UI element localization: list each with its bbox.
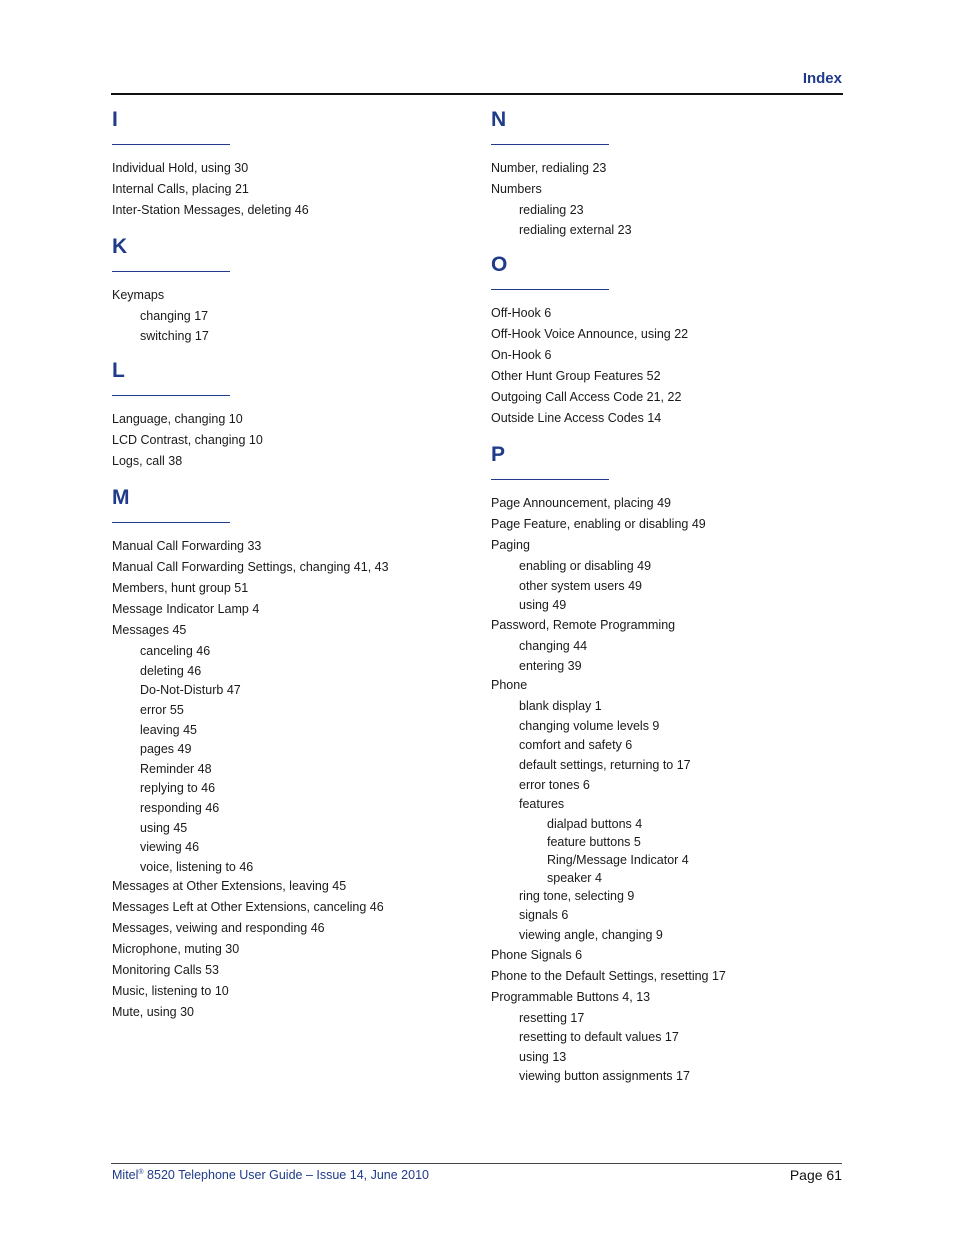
- index-entry: Number, redialing 23: [491, 161, 607, 175]
- index-entry: Messages, veiwing and responding 46: [112, 921, 325, 936]
- index-subentry: redialing 23: [519, 203, 584, 217]
- index-subentry: canceling 46: [140, 644, 211, 659]
- index-entry: Microphone, muting 30: [112, 942, 240, 957]
- index-entry: Internal Calls, placing 21: [112, 182, 249, 196]
- index-subentry: blank display 1: [519, 699, 602, 714]
- index-subentry: leaving 45: [140, 722, 197, 737]
- registered-mark: ®: [138, 1169, 144, 1176]
- index-entry: On-Hook 6: [491, 348, 552, 363]
- index-subentry: viewing button assignments 17: [519, 1069, 690, 1084]
- index-subentry: ring tone, selecting 9: [519, 888, 635, 903]
- index-entry: Off-Hook 6: [491, 306, 552, 321]
- index-subentry: pages 49: [140, 742, 192, 757]
- index-entry: Messages at Other Extensions, leaving 45: [112, 879, 347, 894]
- index-subentry: viewing angle, changing 9: [519, 927, 663, 942]
- index-subentry: comfort and safety 6: [519, 738, 633, 753]
- index-entry: Page Feature, enabling or disabling 49: [491, 517, 706, 532]
- index-entry: Logs, call 38: [112, 454, 183, 469]
- section-divider: [112, 144, 230, 145]
- section-divider: [491, 479, 609, 480]
- index-entry: Off-Hook Voice Announce, using 22: [491, 327, 689, 342]
- index-entry: Monitoring Calls 53: [112, 963, 219, 978]
- index-entry: Phone Signals 6: [491, 947, 583, 962]
- footer-doc-info: 8520 Telephone User Guide – Issue 14, June 2010: [143, 1168, 429, 1182]
- index-subentry: error tones 6: [519, 777, 590, 792]
- index-entry: Messages Left at Other Extensions, canceling 46: [112, 900, 384, 915]
- index-entry: Members, hunt group 51: [112, 581, 249, 596]
- index-subentry: Reminder 48: [140, 761, 212, 776]
- index-subentry: resetting 17: [519, 1010, 585, 1025]
- index-subentry: other system users 49: [519, 578, 642, 593]
- header-divider: [111, 93, 843, 95]
- page-header-title: Index: [802, 70, 842, 87]
- index-subentry: deleting 46: [140, 663, 202, 678]
- index-entry: Numbers: [491, 182, 542, 196]
- page-number: Page 61: [789, 1167, 842, 1183]
- index-entry: Message Indicator Lamp 4: [112, 602, 260, 617]
- index-subentry: enabling or disabling 49: [519, 559, 652, 574]
- index-entry: Page Announcement, placing 49: [491, 496, 671, 511]
- section-divider: [112, 522, 230, 523]
- index-section: [491, 443, 831, 1088]
- section-letter: K: [112, 235, 128, 258]
- index-section: [112, 108, 452, 223]
- index-subentry: changing 44: [519, 638, 588, 653]
- section-letter: M: [112, 486, 130, 510]
- index-subentry: replying to 46: [140, 781, 216, 796]
- index-entry: Outside Line Access Codes 14: [491, 411, 662, 426]
- index-subentry: using 13: [519, 1049, 567, 1064]
- index-entry: Inter-Station Messages, deleting 46: [112, 203, 309, 217]
- index-section: [112, 359, 452, 474]
- section-letter: P: [491, 443, 506, 467]
- index-subentry: using 45: [140, 820, 188, 835]
- index-entry: Individual Hold, using 30: [112, 161, 249, 175]
- section-divider: [112, 395, 230, 396]
- index-subentry: feature buttons 5: [547, 834, 641, 849]
- index-subentry: signals 6: [519, 908, 569, 923]
- index-entry: Programmable Buttons 4, 13: [491, 989, 651, 1004]
- section-letter: N: [491, 108, 507, 131]
- index-subentry: dialpad buttons 4: [547, 816, 643, 831]
- index-subentry: entering 39: [519, 658, 582, 673]
- footer-divider: [111, 1163, 842, 1164]
- footer-document-title: [112, 1168, 429, 1182]
- index-entry: Music, listening to 10: [112, 984, 229, 999]
- index-column-left: [112, 106, 452, 1037]
- index-entry: Manual Call Forwarding 33: [112, 539, 262, 554]
- section-divider: [491, 144, 609, 145]
- section-letter: I: [112, 108, 118, 131]
- index-subentry: redialing external 23: [519, 222, 632, 237]
- section-divider: [112, 271, 230, 272]
- footer-brand: Mitel: [112, 1168, 139, 1182]
- index-entry: Outgoing Call Access Code 21, 22: [491, 390, 682, 405]
- index-subentry: resetting to default values 17: [519, 1030, 679, 1045]
- index-subentry: Do-Not-Disturb 47: [140, 683, 241, 698]
- index-column-right: [491, 106, 831, 1100]
- index-entry: Mute, using 30: [112, 1005, 194, 1020]
- index-subentry: features: [519, 797, 565, 812]
- index-subentry: changing 17: [140, 309, 209, 323]
- index-entry: Other Hunt Group Features 52: [491, 369, 661, 384]
- index-entry: Language, changing 10: [112, 412, 243, 427]
- index-subentry: changing volume levels 9: [519, 718, 660, 733]
- index-subentry: viewing 46: [140, 840, 200, 855]
- index-subentry: responding 46: [140, 800, 220, 815]
- index-entry: Keymaps: [112, 288, 165, 302]
- index-entry: Manual Call Forwarding Settings, changing 41, 43: [112, 560, 389, 575]
- index-entry: Phone: [491, 678, 528, 693]
- index-section: [112, 486, 452, 1025]
- index-subentry: default settings, returning to 17: [519, 757, 691, 772]
- index-entry: LCD Contrast, changing 10: [112, 433, 263, 448]
- index-subentry: error 55: [140, 702, 184, 717]
- index-subentry: using 49: [519, 598, 567, 613]
- index-subentry: switching 17: [140, 328, 209, 343]
- index-entry: Paging: [491, 538, 530, 553]
- index-section: [491, 108, 831, 241]
- index-entry: Messages 45: [112, 623, 187, 638]
- index-section: [491, 253, 831, 431]
- index-subentry: Ring/Message Indicator 4: [547, 852, 689, 867]
- index-section: [112, 235, 452, 347]
- section-letter: L: [112, 359, 125, 383]
- section-divider: [491, 289, 609, 290]
- index-entry: Phone to the Default Settings, resetting 17: [491, 968, 726, 983]
- index-subentry: speaker 4: [547, 870, 602, 885]
- section-letter: O: [491, 253, 508, 277]
- index-subentry: voice, listening to 46: [140, 859, 254, 874]
- index-entry: Password, Remote Programming: [491, 617, 676, 632]
